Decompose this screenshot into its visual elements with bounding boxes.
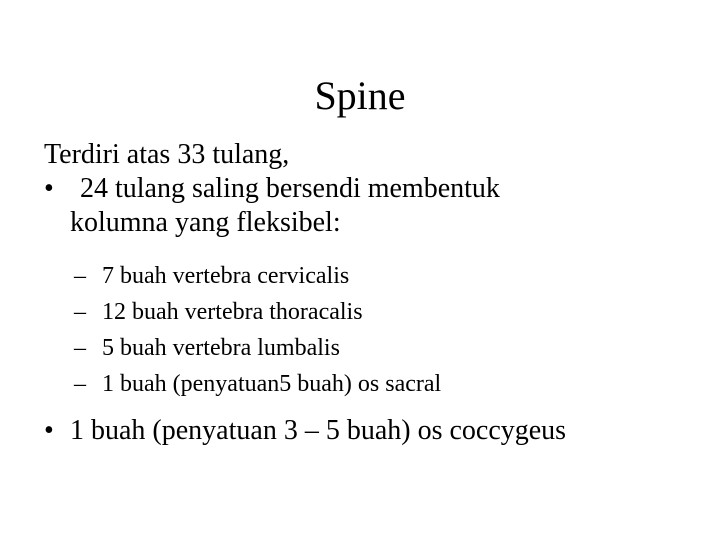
dash-marker: – [74,371,86,397]
sub-item-sacral [74,366,704,402]
dash-marker: – [74,263,86,289]
dash-marker: – [74,299,86,325]
bullet-text-line-2: kolumna yang fleksibel: [70,207,341,238]
sub-item-text: 5 buah vertebra lumbalis [102,335,340,361]
bullet-marker: • [44,415,54,446]
bullet-item-1 [44,172,704,240]
sub-item-text: 1 buah (penyatuan5 buah) os sacral [102,371,442,397]
bullet-text-line-1: 24 tulang saling bersendi membentuk [80,173,500,204]
dash-marker: – [74,335,86,361]
sub-list [74,258,704,402]
sub-item-text: 12 buah vertebra thoracalis [102,299,363,325]
intro-text: Terdiri atas 33 tulang, [44,139,290,170]
sub-item-cervicalis [74,258,704,294]
slide-body [44,138,704,448]
sub-item-thoracalis [74,294,704,330]
slide-title: Spine [314,73,406,118]
sub-item-lumbalis [74,330,704,366]
bullet-item-2 [44,414,704,448]
bullet-text: 1 buah (penyatuan 3 – 5 buah) os coccygeus [70,415,567,446]
sub-item-text: 7 buah vertebra cervicalis [102,263,350,289]
bullet-marker: • [44,173,54,204]
